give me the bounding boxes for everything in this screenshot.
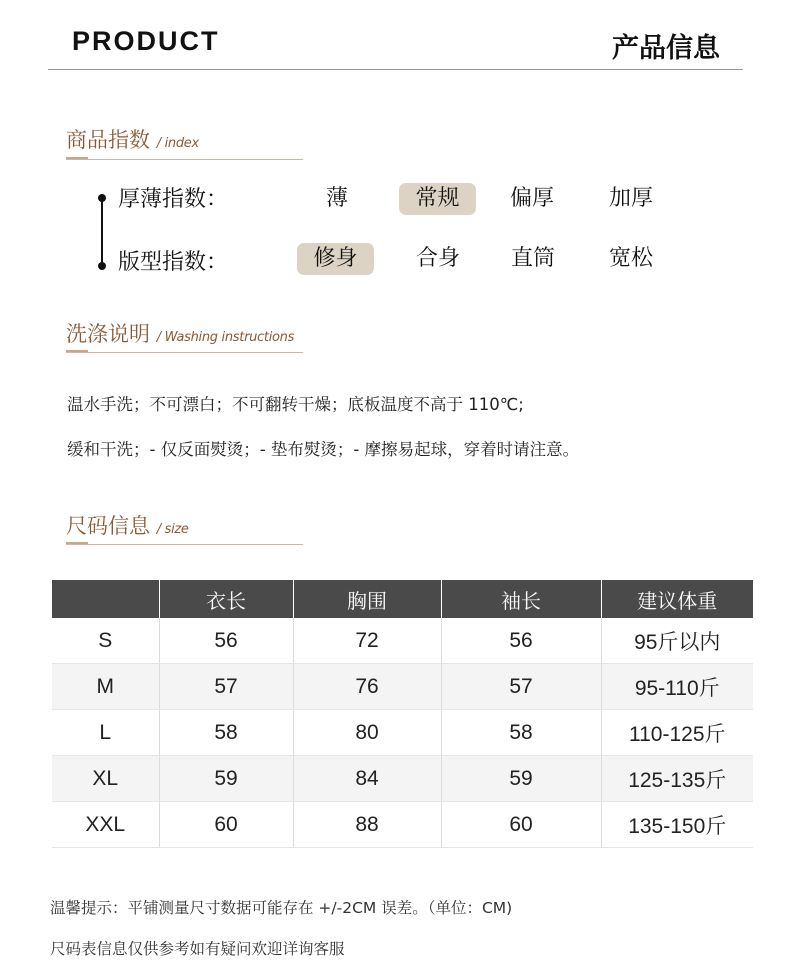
size-title-en: / size xyxy=(156,522,189,537)
measurement-tip: 温馨提示：平铺测量尺寸数据可能存在 +/-2CM 误差。（单位：CM) xyxy=(50,899,513,917)
thickness-option-thick: 偏厚 xyxy=(509,186,554,211)
index-title-cn: 商品指数 xyxy=(66,128,150,152)
size-table xyxy=(52,580,753,848)
table-row xyxy=(52,710,753,756)
size-cell: XXL xyxy=(52,802,159,848)
size-cell: 110-125斤 xyxy=(601,710,753,756)
index-bullet-bottom xyxy=(98,262,106,270)
fit-option-straight: 直筒 xyxy=(510,246,555,271)
size-cell: S xyxy=(52,618,159,664)
header-divider xyxy=(48,69,743,70)
wash-title-underline xyxy=(66,352,303,353)
thickness-label: 厚薄指数： xyxy=(118,187,229,212)
table-row xyxy=(52,802,753,848)
wash-instruction-line: 缓和干洗；- 仅反面熨烫；- 垫布熨烫；- 摩擦易起球，穿着时请注意。 xyxy=(67,440,580,459)
header-title-cn: 产品信息 xyxy=(612,33,720,64)
size-cell: M xyxy=(52,664,159,710)
index-section-title xyxy=(66,124,199,154)
size-cell: 56 xyxy=(441,618,601,664)
table-row xyxy=(52,664,753,710)
size-col-header: 胸围 xyxy=(293,580,441,618)
fit-option-slim-selected: 修身 xyxy=(297,243,374,275)
size-title-cn: 尺码信息 xyxy=(66,514,150,538)
size-cell: 57 xyxy=(159,664,293,710)
size-cell: 58 xyxy=(159,710,293,756)
table-row xyxy=(52,618,753,664)
size-cell: 80 xyxy=(293,710,441,756)
index-title-underline xyxy=(66,159,303,160)
size-col-header xyxy=(52,580,159,618)
header-title-en: PRODUCT xyxy=(72,26,220,56)
size-cell: 57 xyxy=(441,664,601,710)
size-table-header xyxy=(52,580,753,618)
size-cell: L xyxy=(52,710,159,756)
reference-note: 尺码表信息仅供参考如有疑问欢迎详询客服 xyxy=(50,940,345,958)
fit-label: 版型指数： xyxy=(118,250,229,275)
size-cell: XL xyxy=(52,756,159,802)
wash-section-title xyxy=(66,318,294,348)
size-col-header: 袖长 xyxy=(441,580,601,618)
thickness-option-regular-selected: 常规 xyxy=(399,183,476,215)
size-col-header: 建议体重 xyxy=(601,580,753,618)
size-cell: 135-150斤 xyxy=(601,802,753,848)
thickness-option-thin: 薄 xyxy=(325,186,348,211)
wash-title-en: / Washing instructions xyxy=(156,330,295,345)
size-section-title xyxy=(66,510,189,540)
fit-option-regular: 合身 xyxy=(415,246,460,271)
size-cell: 58 xyxy=(441,710,601,756)
size-cell: 59 xyxy=(441,756,601,802)
size-cell: 60 xyxy=(159,802,293,848)
size-cell: 76 xyxy=(293,664,441,710)
size-cell: 72 xyxy=(293,618,441,664)
index-connector-line xyxy=(101,200,103,263)
size-cell: 95斤以内 xyxy=(601,618,753,664)
table-row xyxy=(52,756,753,802)
fit-option-loose: 宽松 xyxy=(608,246,653,271)
size-cell: 88 xyxy=(293,802,441,848)
size-cell: 84 xyxy=(293,756,441,802)
size-cell: 60 xyxy=(441,802,601,848)
wash-title-cn: 洗涤说明 xyxy=(66,322,150,346)
index-title-en: / index xyxy=(156,136,199,151)
size-col-header: 衣长 xyxy=(159,580,293,618)
size-cell: 125-135斤 xyxy=(601,756,753,802)
size-cell: 59 xyxy=(159,756,293,802)
size-cell: 56 xyxy=(159,618,293,664)
size-title-underline xyxy=(66,544,303,545)
size-cell: 95-110斤 xyxy=(601,664,753,710)
thickness-option-extra-thick: 加厚 xyxy=(608,186,653,211)
wash-instruction-line: 温水手洗；不可漂白；不可翻转干燥；底板温度不高于 110℃; xyxy=(67,395,524,414)
